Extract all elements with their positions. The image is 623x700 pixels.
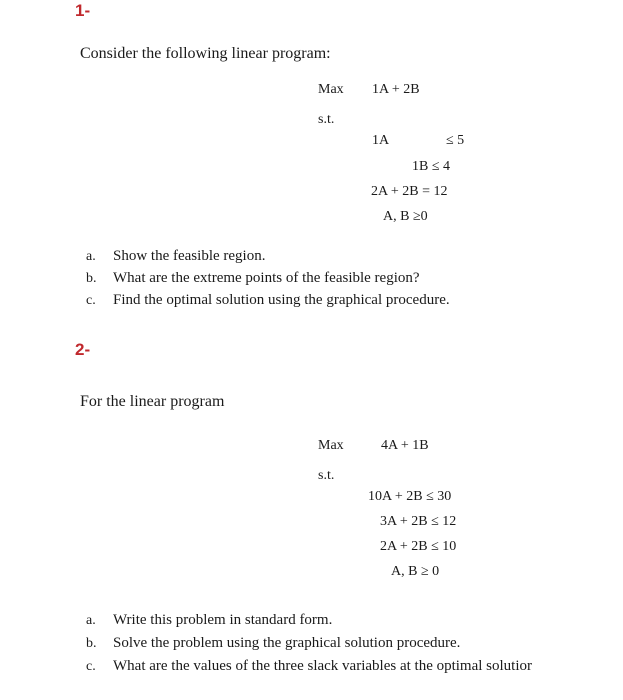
problem-2-question-text: What are the values of the three slack variables at the optimal solutior xyxy=(113,658,533,674)
problem-1-question-text: What are the extreme points of the feasible region? xyxy=(113,270,420,286)
problem-2-number: 2- xyxy=(75,340,91,359)
problem-1-constraint-2: 1B ≤ 4 xyxy=(412,159,451,174)
problem-1-constraint-3: 2A + 2B = 12 xyxy=(371,184,448,199)
problem-1-constraint-1-lhs: 1A xyxy=(372,133,390,148)
problem-1-question-text: Find the optimal solution using the graphical procedure. xyxy=(113,292,450,308)
problem-2-question-letter: a. xyxy=(86,613,96,628)
problem-1-constraint-1-rhs: ≤ 5 xyxy=(446,133,465,148)
problem-2-question-text: Write this problem in standard form. xyxy=(113,612,333,628)
problem-2-intro: For the linear program xyxy=(80,393,225,410)
problem-1-intro: Consider the following linear program: xyxy=(80,45,331,62)
problem-1-number: 1- xyxy=(75,1,91,20)
problem-1-question-letter: a. xyxy=(86,249,96,264)
problem-2-question-text: Solve the problem using the graphical solution procedure. xyxy=(113,635,461,651)
problem-2-constraint-1: 10A + 2B ≤ 30 xyxy=(368,489,452,504)
problem-2-objective: 4A + 1B xyxy=(381,438,429,453)
problem-1-st-label: s.t. xyxy=(318,112,335,127)
problem-1-objective: 1A + 2B xyxy=(372,82,420,97)
problem-1-question-letter: b. xyxy=(86,271,97,286)
problem-2-max-label: Max xyxy=(318,438,344,453)
problem-1-question-letter: c. xyxy=(86,293,96,308)
problem-2-question-letter: b. xyxy=(86,636,97,651)
problem-1-nonnegativity: A, B ≥0 xyxy=(383,209,428,224)
problem-2-constraint-3: 2A + 2B ≤ 10 xyxy=(380,539,457,554)
problem-2-st-label: s.t. xyxy=(318,468,335,483)
problem-1-max-label: Max xyxy=(318,82,344,97)
problem-1-question-text: Show the feasible region. xyxy=(113,248,266,264)
problem-2-question-letter: c. xyxy=(86,659,96,674)
problem-2-constraint-2: 3A + 2B ≤ 12 xyxy=(380,514,457,529)
problem-2-nonnegativity: A, B ≥ 0 xyxy=(391,564,440,579)
